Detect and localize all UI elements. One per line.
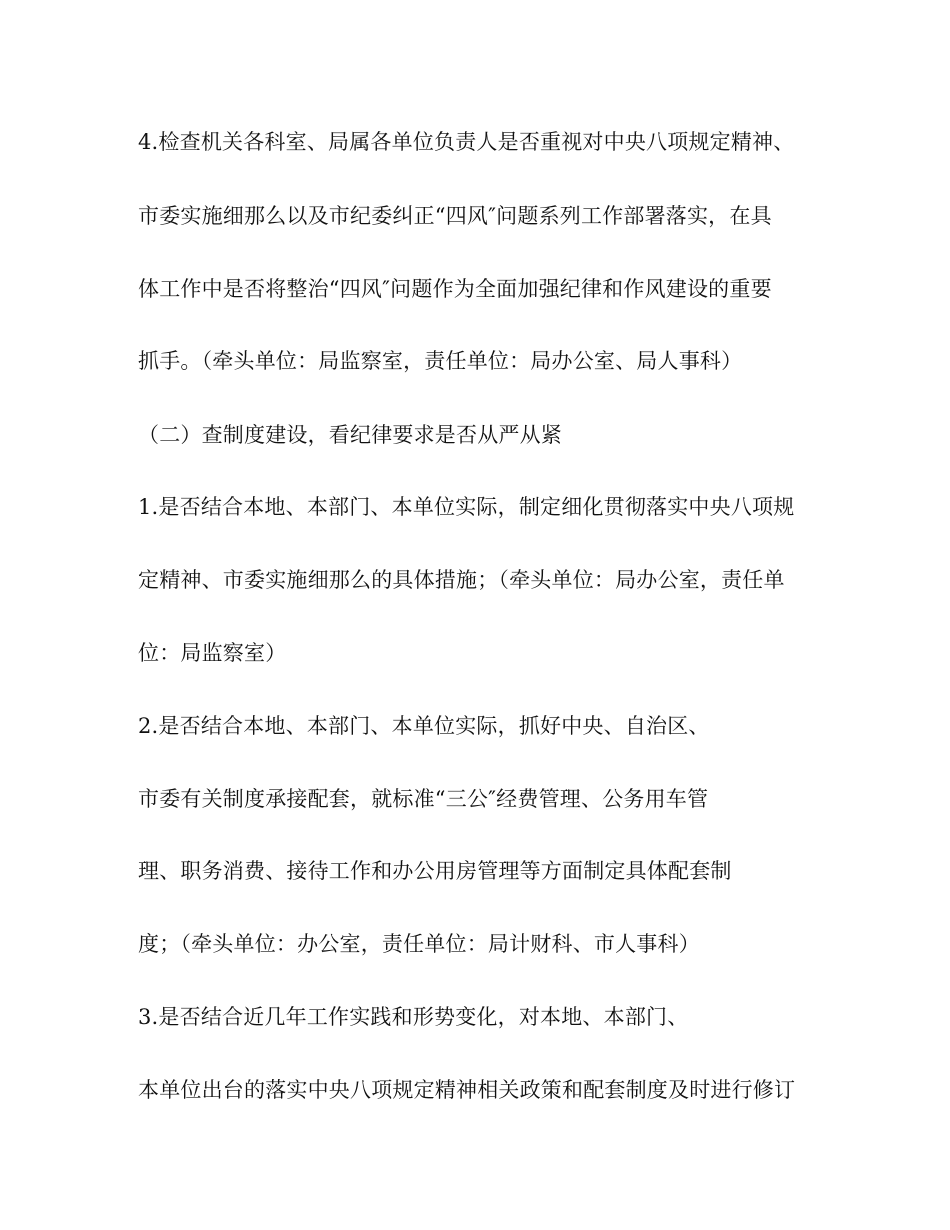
paragraph-line: 位：局监察室） xyxy=(138,641,287,665)
paragraph-line: 理、职务消费、接待工作和办公用房管理等方面制定具体配套制 xyxy=(138,859,732,883)
paragraph-line: 3.是否结合近几年工作实践和形势变化，对本地、本部门、 xyxy=(138,1005,689,1029)
paragraph-line: 本单位出台的落实中央八项规定精神相关政策和配套制度及时进行修订 xyxy=(138,1078,796,1102)
paragraph-line: 度；（牵头单位：办公室，责任单位：局计财科、市人事科） xyxy=(138,932,700,956)
paragraph-line: 2.是否结合本地、本部门、本单位实际，抓好中央、自治区、 xyxy=(138,714,710,738)
paragraph-line: 4.检查机关各科室、局属各单位负责人是否重视对中央八项规定精神、 xyxy=(138,130,795,154)
paragraph-line: 市委有关制度承接配套，就标准“三公″经费管理、公务用车管 xyxy=(138,787,709,811)
section-heading: （二）查制度建设，看纪律要求是否从严从紧 xyxy=(138,423,562,447)
paragraph-line: 体工作中是否将整治“四风″问题作为全面加强纪律和作风建设的重要 xyxy=(138,277,772,301)
paragraph-line: 1.是否结合本地、本部门、本单位实际，制定细化贯彻落实中央八项规 xyxy=(138,495,795,519)
paragraph-line: 市委实施细那么以及市纪委纠正“四风″问题系列工作部署落实，在具 xyxy=(138,204,772,228)
paragraph-line: 定精神、市委实施细那么的具体措施；（牵头单位：局办公室，责任单 xyxy=(138,568,785,592)
paragraph-line: 抓手。（牵头单位：局监察室，责任单位：局办公室、局人事科） xyxy=(138,349,743,373)
